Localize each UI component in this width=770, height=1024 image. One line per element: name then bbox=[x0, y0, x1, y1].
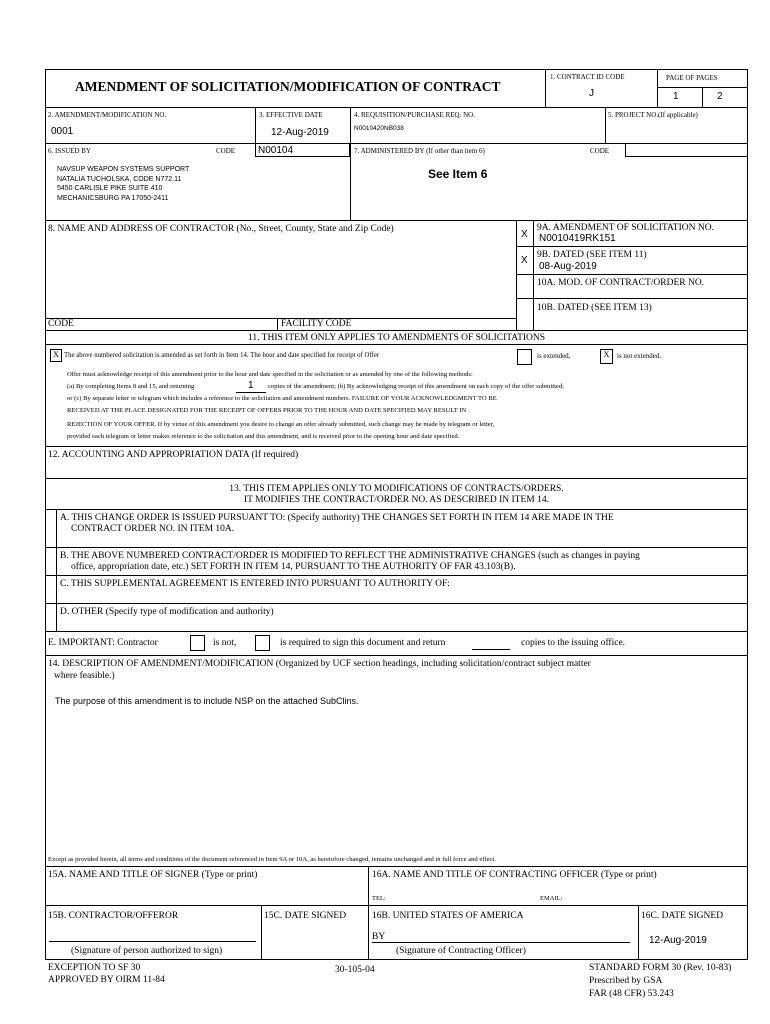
effective-date: 12-Aug-2019 bbox=[271, 127, 329, 138]
block9a-label: 9A. AMENDMENT OF SOLICITATION NO. bbox=[537, 223, 714, 233]
form-top-border bbox=[45, 69, 748, 70]
divider bbox=[56, 509, 57, 631]
block6-code-label: CODE bbox=[216, 147, 236, 155]
blockE-is-required: is required to sign this document and return bbox=[280, 638, 446, 648]
copies-underline bbox=[236, 392, 266, 393]
extended-checkbox[interactable] bbox=[517, 349, 532, 365]
block8-facility-code-label: FACILITY CODE bbox=[281, 319, 352, 329]
divider bbox=[45, 344, 748, 345]
issued-by-code: N00104 bbox=[258, 145, 294, 156]
block11-line: RECEIVED AT THE PLACE DESIGNATED FOR THE RECEIPT OF OFFERS PRIOR TO THE HOUR AND DATE SPECIFIED MAY RESULT IN bbox=[67, 407, 467, 414]
block9b-label: 9B. DATED (SEE ITEM 11) bbox=[537, 250, 647, 260]
contracting-officer-date-signed: 12-Aug-2019 bbox=[649, 935, 707, 946]
divider bbox=[45, 631, 748, 632]
administered-by-value: See Item 6 bbox=[428, 167, 488, 181]
contractor-signature-line bbox=[49, 941, 256, 942]
footer-right-3: FAR (48 CFR) 53.243 bbox=[589, 989, 674, 999]
contractor-signature-caption: (Signature of person authorized to sign) bbox=[71, 946, 223, 956]
block14-except: Except as provided herein, all terms and conditions of the document referenced in Item 9A or 10A, as heretofore changed, remains unchanged and in full force and effect. bbox=[48, 856, 496, 863]
amendment-purpose: The purpose of this amendment is to include NSP on the attached SubClins. bbox=[55, 696, 359, 706]
solicitation-number: N0010419RK151 bbox=[539, 233, 616, 244]
address-line: MECHANICSBURG PA 17050-2411 bbox=[57, 194, 169, 202]
divider bbox=[277, 318, 278, 330]
block11-line: copies of the amendment; (b) By acknowledging receipt of this amendment on each copy of the offer submitted; bbox=[268, 383, 564, 390]
block12-label: 12. ACCOUNTING AND APPROPRIATION DATA (If required) bbox=[48, 450, 299, 460]
divider bbox=[516, 246, 747, 247]
block8-label: 8. NAME AND ADDRESS OF CONTRACTOR (No., Street, County, State and Zip Code) bbox=[48, 224, 394, 234]
administered-by-code-box bbox=[625, 143, 747, 157]
address-line: NAVSUP WEAPON SYSTEMS SUPPORT bbox=[57, 166, 190, 173]
block11-line: provided each telegram or letter makes reference to the solicitation and this amendment, and is received prior to the opening hour and date specified. bbox=[67, 433, 460, 440]
address-line: 5450 CARLISLE PIKE SUITE 410 bbox=[57, 185, 163, 192]
amended-checkbox[interactable]: X bbox=[50, 349, 62, 362]
is-required-checkbox[interactable] bbox=[255, 635, 270, 651]
footer-right-2: Prescribed by GSA bbox=[589, 976, 663, 986]
copies-to-return: 1 bbox=[248, 380, 254, 391]
solicitation-date: 08-Aug-2019 bbox=[539, 261, 597, 272]
address-line: NATALIA TUCHOLSKA, CODE N772.11 bbox=[57, 175, 182, 183]
copies-return-underline bbox=[472, 649, 510, 650]
block7-code-label: CODE bbox=[590, 147, 610, 155]
block13b-line2: office, appropriation date, etc.) SET FORTH IN ITEM 14, PURSUANT TO THE AUTHORITY OF FAR 43.103(B). bbox=[71, 562, 516, 572]
block14-label2: where feasible.) bbox=[54, 671, 115, 681]
amendment-number: 0001 bbox=[51, 126, 74, 137]
block10b-label: 10B. DATED (SEE ITEM 13) bbox=[537, 303, 652, 313]
divider bbox=[45, 905, 748, 906]
block16a-label: 16A. NAME AND TITLE OF CONTRACTING OFFICER (Type or print) bbox=[372, 870, 657, 880]
requisition-number: N0010420NB038 bbox=[354, 125, 404, 132]
divider bbox=[516, 220, 517, 330]
block10a-label: 10A. MOD. OF CONTRACT/ORDER NO. bbox=[537, 278, 705, 288]
form-left-border bbox=[45, 69, 46, 959]
footer-center: 30-105-04 bbox=[335, 965, 375, 975]
divider bbox=[657, 69, 658, 107]
tel-label: TEL: bbox=[372, 895, 386, 902]
divider bbox=[45, 446, 748, 447]
page-of-pages-label: PAGE OF PAGES bbox=[666, 74, 718, 82]
divider bbox=[605, 107, 606, 143]
block11-line: (a) By completing Items 8 and 15, and returning bbox=[67, 383, 195, 390]
block16b-label: 16B. UNITED STATES OF AMERICA bbox=[372, 911, 524, 921]
block11-line: Offer must acknowledge receipt of this amendment prior to the hour and date specified in the solicitation or as amended by one of the following methods: bbox=[67, 371, 473, 378]
block15c-label: 15C. DATE SIGNED bbox=[264, 911, 347, 921]
divider bbox=[45, 547, 748, 548]
divider bbox=[45, 603, 748, 604]
block13-title2: IT MODIFIES THE CONTRACT/ORDER NO. AS DESCRIBED IN ITEM 14. bbox=[244, 495, 549, 505]
divider bbox=[350, 143, 351, 220]
block2-label: 2. AMENDMENT/MODIFICATION NO. bbox=[48, 111, 167, 119]
page-number: 1 bbox=[673, 91, 679, 102]
contracting-officer-signature-caption: (Signature of Contracting Officer) bbox=[396, 946, 526, 956]
divider bbox=[45, 575, 748, 576]
block6-label: 6. ISSUED BY bbox=[48, 147, 91, 155]
blockE-copies-text: copies to the issuing office. bbox=[521, 638, 626, 648]
contract-id-value: J bbox=[589, 88, 594, 99]
contracting-officer-signature-line bbox=[372, 942, 630, 943]
divider bbox=[45, 220, 748, 221]
divider bbox=[261, 905, 262, 959]
block15b-label: 15B. CONTRACTOR/OFFEROR bbox=[48, 911, 179, 921]
total-pages: 2 bbox=[717, 91, 723, 102]
block11-title: 11. THIS ITEM ONLY APPLIES TO AMENDMENTS OF SOLICITATIONS bbox=[247, 333, 546, 343]
block11-amended-text: The above numbered solicitation is amended as set forth in Item 14. The hour and date specified for receipt of Offer bbox=[64, 352, 380, 359]
blockE-label: E. IMPORTANT: Contractor bbox=[48, 638, 158, 648]
divider bbox=[45, 107, 748, 108]
divider bbox=[516, 298, 747, 299]
block13-title1: 13. THIS ITEM APPLIES ONLY TO MODIFICATIONS OF CONTRACTS/ORDERS. bbox=[229, 484, 564, 494]
divider bbox=[638, 905, 639, 959]
issued-by-address bbox=[57, 165, 189, 203]
divider bbox=[350, 107, 351, 143]
form-right-border bbox=[747, 69, 748, 959]
divider bbox=[255, 107, 256, 143]
block9a-mark: X bbox=[521, 229, 528, 240]
divider bbox=[45, 478, 748, 479]
divider bbox=[45, 509, 748, 510]
divider bbox=[45, 959, 748, 960]
contract-id-label: 1. CONTRACT ID CODE bbox=[550, 73, 625, 81]
block16b-by: BY bbox=[372, 932, 386, 942]
block13a-line2: CONTRACT ORDER NO. IN ITEM 10A. bbox=[71, 524, 235, 534]
block3-label: 3. EFFECTIVE DATE bbox=[259, 111, 323, 119]
block8-code-label: CODE bbox=[48, 319, 74, 329]
divider bbox=[45, 866, 748, 867]
block14-label1: 14. DESCRIPTION OF AMENDMENT/MODIFICATION (Organized by UCF section headings, including solicitation/contract subject matter bbox=[48, 659, 591, 669]
block11-not-extended-text: is not extended. bbox=[617, 352, 662, 360]
divider bbox=[533, 220, 534, 330]
block5-label: 5. PROJECT NO.(If applicable) bbox=[608, 111, 698, 119]
not-extended-checkbox[interactable]: X bbox=[600, 349, 613, 364]
block13a-line1: A. THIS CHANGE ORDER IS ISSUED PURSUANT TO: (Specify authority) THE CHANGES SET FORTH IN ITEM 14 ARE MADE IN THE bbox=[60, 513, 614, 523]
block7-label: 7. ADMINISTERED BY (If other than item 6) bbox=[354, 147, 485, 155]
divider bbox=[45, 330, 748, 331]
footer-left-1: EXCEPTION TO SF 30 bbox=[48, 963, 141, 973]
block16c-label: 16C. DATE SIGNED bbox=[641, 911, 724, 921]
footer-right-1: STANDARD FORM 30 (Rev. 10-83) bbox=[589, 963, 732, 973]
blockE-is-not: is not, bbox=[213, 638, 237, 648]
is-not-checkbox[interactable] bbox=[190, 635, 205, 651]
footer-left-2: APPROVED BY OIRM 11-84 bbox=[48, 975, 165, 985]
block13d: D. OTHER (Specify type of modification and authority) bbox=[60, 607, 274, 617]
divider bbox=[368, 866, 369, 959]
divider bbox=[545, 69, 546, 107]
form-title: AMENDMENT OF SOLICITATION/MODIFICATION OF CONTRACT bbox=[75, 79, 501, 94]
block13b-line1: B. THE ABOVE NUMBERED CONTRACT/ORDER IS MODIFIED TO REFLECT THE ADMINISTRATIVE CHANGES (such as changes in paying bbox=[60, 551, 640, 561]
block11-line: REJECTION OF YOUR OFFER. If by virtue of this amendment you desire to change an offer already submitted, such change may be made by telegram or letter, bbox=[67, 421, 495, 428]
email-label: EMAIL: bbox=[540, 895, 563, 902]
block15a-label: 15A. NAME AND TITLE OF SIGNER (Type or print) bbox=[48, 870, 258, 880]
block13c: C. THIS SUPPLEMENTAL AGREEMENT IS ENTERED INTO PURSUANT TO AUTHORITY OF: bbox=[60, 579, 450, 589]
divider bbox=[702, 87, 703, 107]
block9b-mark: X bbox=[521, 255, 528, 266]
block11-line: or (c) By separate letter or telegram which includes a reference to the solicitation and amendment numbers. FAILURE OF YOUR ACKNOWLEDGMENT TO BE bbox=[67, 395, 497, 402]
divider bbox=[45, 655, 748, 656]
block4-label: 4. REQUISITION/PURCHASE REQ. NO. bbox=[354, 111, 475, 119]
divider bbox=[516, 274, 747, 275]
block11-extended-text: is extended, bbox=[537, 352, 571, 360]
